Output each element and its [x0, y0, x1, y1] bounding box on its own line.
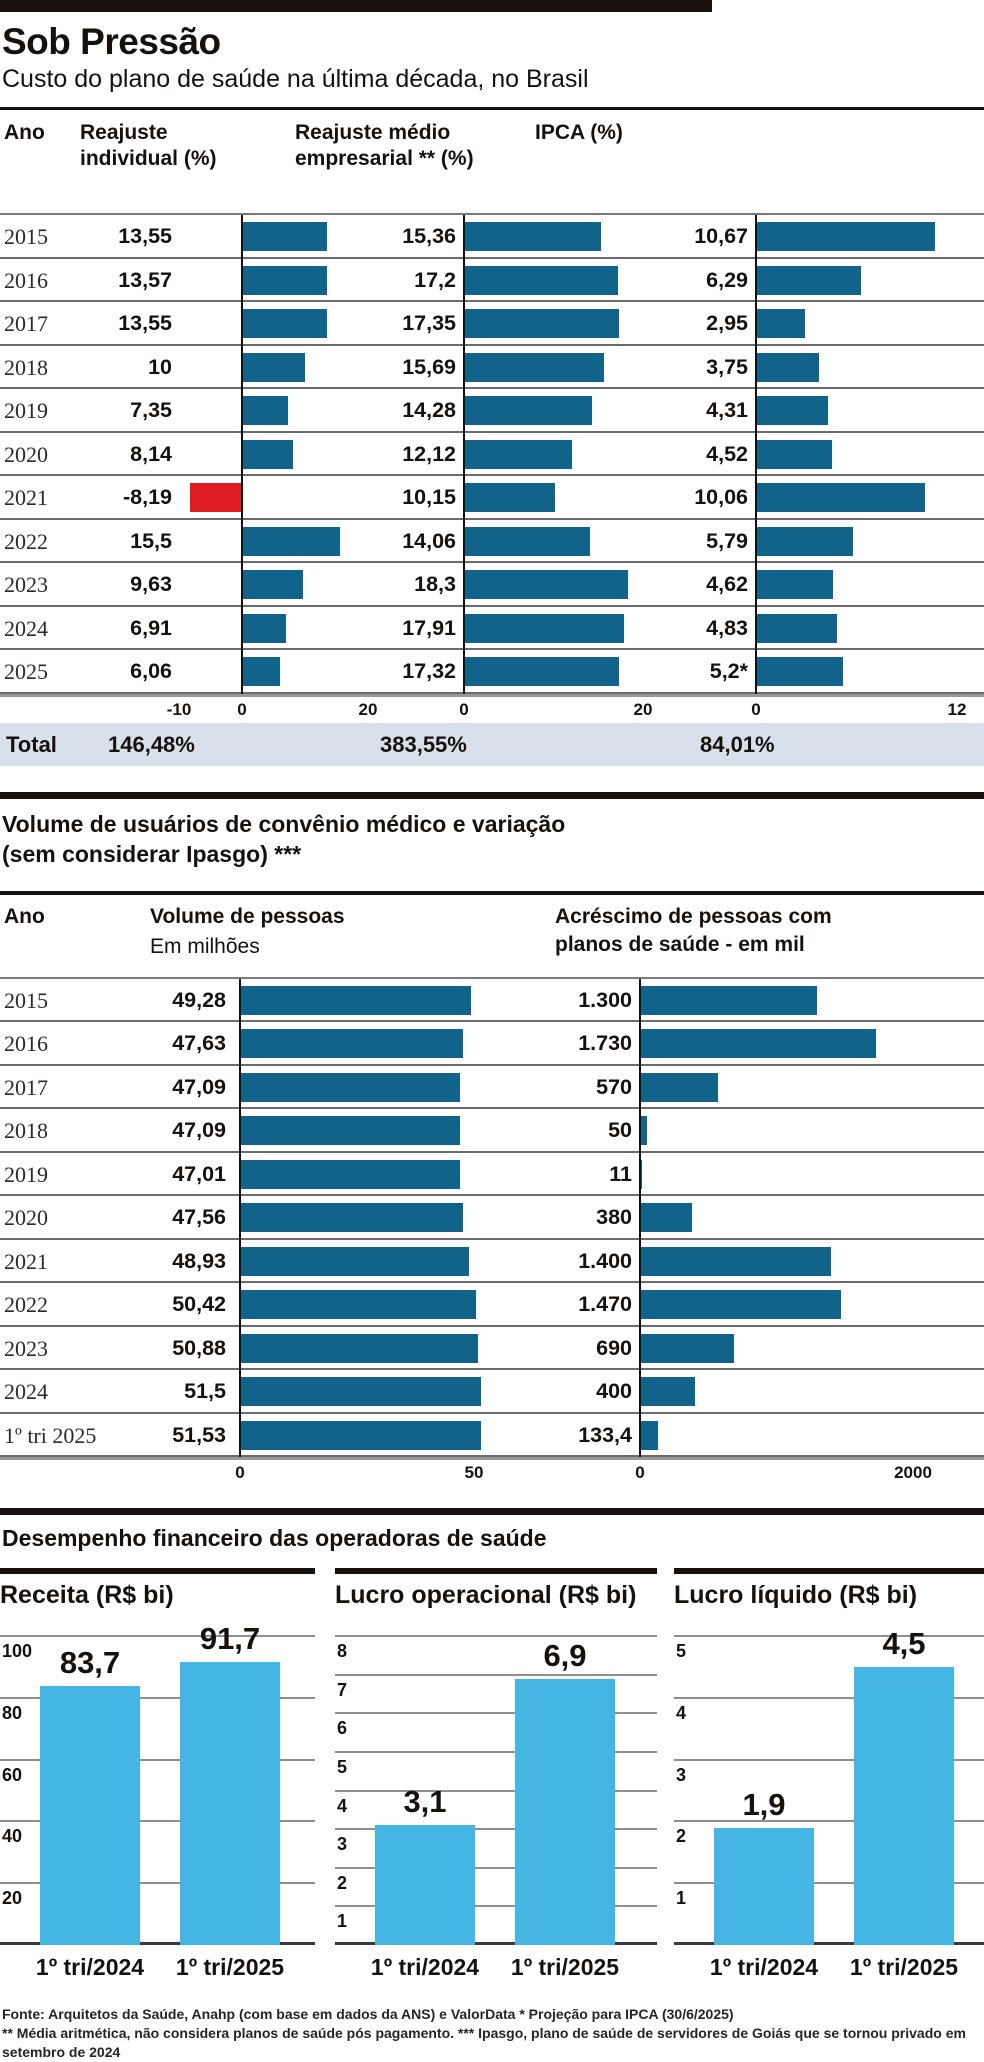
value-label: -8,19: [122, 485, 172, 509]
section2-title-line1: Volume de usuários de convênio médico e variação: [2, 810, 566, 837]
bar: [242, 440, 293, 469]
bar: [756, 614, 837, 643]
value-label: 47,09: [172, 1118, 226, 1142]
table-row: [0, 1109, 984, 1153]
table-row: [0, 346, 984, 390]
bar: [240, 1290, 476, 1319]
table-row: [0, 607, 984, 651]
bar: [756, 570, 833, 599]
year-label: 2019: [4, 1161, 48, 1187]
bar: [640, 1290, 841, 1319]
x-axis-label: 1º tri/2024: [35, 1954, 145, 1980]
bar: [640, 1116, 647, 1145]
x-axis: [0, 1945, 315, 1987]
x-axis-label: 1º tri/2024: [709, 1954, 819, 1980]
axis-tick: 40: [2, 1826, 23, 1847]
table-row: [0, 1240, 984, 1284]
bar: [464, 527, 590, 556]
chart-title: Lucro líquido (R$ bi): [674, 1568, 984, 1610]
axis-tick: 5: [337, 1756, 348, 1777]
table-row: [0, 563, 984, 607]
total-row: [0, 723, 984, 766]
axis-tick: 4: [676, 1702, 687, 1723]
bar-value-label: 3,1: [403, 1784, 447, 1820]
year-label: 2016: [4, 267, 48, 293]
axis-tick: 0: [237, 699, 247, 719]
bar: [242, 657, 280, 686]
axis-line: [639, 979, 641, 1458]
value-label: 13,57: [118, 267, 172, 292]
year-label: 2016: [4, 1031, 48, 1056]
bar: [240, 1421, 481, 1450]
value-label: 47,09: [172, 1074, 226, 1099]
axis-tick: 2: [676, 1826, 687, 1847]
value-label: 4,62: [706, 572, 748, 596]
value-label: 2,95: [706, 311, 748, 335]
bar: [240, 986, 471, 1015]
bar: [240, 1073, 460, 1102]
axis-tick: 20: [358, 699, 378, 719]
axis-tick: 2: [337, 1872, 348, 1893]
value-label: 10: [148, 354, 172, 379]
table-row: [0, 1066, 984, 1110]
value-label: 1.730: [578, 1031, 632, 1055]
bar: [640, 1377, 695, 1406]
bar: [242, 353, 305, 382]
value-label: 4,52: [706, 441, 748, 466]
bar: [464, 440, 572, 469]
value-label: 17,91: [402, 615, 456, 640]
bar: [464, 657, 619, 686]
financial-charts: [0, 1568, 984, 1987]
bar: [240, 1247, 469, 1276]
chart-title: Receita (R$ bi): [0, 1568, 315, 1610]
value-label: 13,55: [118, 311, 172, 335]
value-label: 47,63: [172, 1031, 226, 1055]
column-header-acrescimo: Acréscimo de pessoas com planos de saúde - em mil: [555, 904, 832, 956]
total-label: Total: [6, 731, 57, 757]
bar: [756, 353, 819, 382]
value-label: 10,67: [694, 224, 748, 248]
bar: [464, 483, 555, 512]
bar: [242, 266, 327, 295]
usuarios-rows: [0, 977, 984, 1461]
value-label: 15,36: [402, 224, 456, 248]
x-axis: [335, 1945, 657, 1987]
year-label: 2024: [4, 615, 48, 641]
bar: [240, 1334, 478, 1363]
value-label: 47,56: [172, 1205, 226, 1229]
table-row: [0, 1327, 984, 1371]
value-label: 5,2*: [709, 659, 748, 683]
value-label: 13,55: [118, 224, 172, 248]
value-label: 49,28: [172, 987, 226, 1012]
axis-tick: 0: [235, 1463, 245, 1482]
value-label: 14,06: [402, 528, 456, 553]
axis-tick: 0: [751, 699, 761, 719]
year-label: 2017: [4, 311, 48, 336]
bar: [464, 222, 601, 251]
value-label: 8,14: [130, 441, 172, 466]
bar: [464, 570, 628, 599]
axis-tick: 20: [2, 1888, 23, 1909]
bar: [756, 483, 925, 512]
table-row: [0, 215, 984, 259]
page-title: Sob Pressão: [2, 21, 221, 62]
bar: [515, 1679, 615, 1946]
reajustes-axis: [0, 697, 984, 721]
axis-tick: 3: [337, 1834, 348, 1855]
bar: [756, 396, 828, 425]
bar: [240, 1377, 481, 1406]
value-label: 1.470: [578, 1292, 632, 1316]
value-label: 17,2: [414, 267, 456, 292]
axis-tick: 4: [337, 1795, 348, 1816]
axis-tick: 7: [337, 1679, 348, 1700]
section-divider: [0, 1508, 984, 1515]
bar: [240, 1029, 463, 1058]
value-label: 9,63: [130, 572, 172, 596]
table-row: [0, 1370, 984, 1414]
value-label: 48,93: [172, 1248, 226, 1273]
axis-line: [239, 979, 241, 1458]
value-label: 690: [596, 1335, 632, 1360]
value-label: 50,42: [172, 1292, 226, 1316]
bar: [756, 657, 843, 686]
bar: [854, 1667, 954, 1945]
bar: [240, 1160, 460, 1189]
bar: [640, 1334, 734, 1363]
value-label: 6,91: [130, 615, 172, 640]
table-row: [0, 302, 984, 346]
table-row: [0, 1022, 984, 1066]
year-label: 2024: [4, 1379, 48, 1404]
year-label: 2025: [4, 659, 48, 684]
table-row: [0, 979, 984, 1023]
bar: [756, 266, 861, 295]
column-header-reajuste-individual: Reajuste individual (%): [80, 121, 217, 170]
value-label: 4,83: [706, 615, 748, 640]
axis-line: [241, 215, 243, 694]
bar: [464, 614, 624, 643]
axis-line: [755, 215, 757, 694]
source-line1: Fonte: Arquitetos da Saúde, Anahp (com base em dados da ANS) e ValorData * Projeção para IPCA (30/6/2025): [2, 2006, 734, 2022]
bar: [464, 266, 618, 295]
table-row: [0, 433, 984, 477]
axis-tick: 50: [464, 1463, 484, 1482]
year-label: 2015: [4, 987, 48, 1013]
value-label: 570: [596, 1074, 632, 1099]
axis-tick: 20: [633, 699, 653, 719]
value-label: 18,3: [414, 572, 456, 596]
total-individual: 146,48%: [108, 731, 195, 757]
axis-tick: 1: [337, 1911, 348, 1932]
table-row: [0, 1283, 984, 1327]
total-ipca: 84,01%: [700, 731, 775, 757]
year-label: 2022: [4, 1292, 48, 1317]
axis-tick: 6: [337, 1718, 348, 1739]
bar: [640, 1029, 876, 1058]
page-subtitle: Custo do plano de saúde na última década, no Brasil: [2, 65, 589, 93]
year-label: 2017: [4, 1074, 48, 1100]
column-header-ano: Ano: [4, 904, 45, 928]
bar-value-label: 1,9: [742, 1786, 786, 1822]
axis-tick: 1: [676, 1888, 687, 1909]
bar: [464, 353, 604, 382]
value-label: 12,12: [402, 441, 456, 466]
chart-receita: [0, 1568, 315, 1987]
usuarios-header: [0, 891, 984, 977]
value-label: 15,5: [130, 528, 172, 553]
section3-title: Desempenho financeiro das operadoras de saúde: [2, 1525, 547, 1551]
bar-value-label: 83,7: [59, 1645, 121, 1681]
bar: [40, 1686, 140, 1945]
value-label: 133,4: [578, 1422, 632, 1447]
usuarios-axis: [0, 1460, 984, 1484]
x-axis: [674, 1945, 984, 1987]
plot-area: [0, 1620, 315, 1945]
year-label: 2023: [4, 1335, 48, 1361]
value-label: 15,69: [402, 354, 456, 379]
bar: [242, 396, 288, 425]
bar: [756, 440, 832, 469]
reajustes-header: [0, 107, 984, 213]
reajustes-rows: [0, 213, 984, 697]
source-line2: ** Média aritmética, não considera planos de saúde pós pagamento. *** Ipasgo, plano de saúde de servidores de Goiás que se tornou privado em setembro de 2024: [2, 2025, 966, 2060]
value-label: 7,35: [130, 398, 172, 422]
year-label: 2020: [4, 441, 48, 467]
column-header-ano: Ano: [4, 121, 45, 144]
axis-tick: -10: [166, 699, 192, 719]
year-label: 1º tri 2025: [4, 1422, 97, 1448]
year-label: 2021: [4, 1248, 48, 1274]
plot-area: [335, 1636, 657, 1945]
section-divider: [0, 792, 984, 799]
year-label: 2023: [4, 572, 48, 597]
value-label: 1.300: [578, 987, 632, 1012]
chart-lucro-operacional: [335, 1568, 657, 1987]
x-axis-label: 1º tri/2024: [370, 1954, 480, 1980]
x-axis-label: 1º tri/2025: [510, 1954, 620, 1980]
chart-lucro-liquido: [674, 1568, 984, 1987]
table-row: [0, 259, 984, 303]
bar: [640, 1203, 692, 1232]
year-label: 2021: [4, 485, 48, 510]
axis-tick: 0: [459, 699, 469, 719]
value-label: 5,79: [706, 528, 748, 553]
value-label: 3,75: [706, 354, 748, 379]
value-label: 47,01: [172, 1161, 226, 1186]
bar-value-label: 91,7: [199, 1620, 261, 1656]
value-label: 6,06: [130, 659, 172, 683]
axis-tick: 100: [2, 1641, 33, 1661]
axis-tick: 80: [2, 1702, 23, 1723]
column-header-ipca: IPCA (%): [535, 121, 623, 144]
bar: [756, 222, 935, 251]
x-axis-label: 1º tri/2025: [849, 1954, 959, 1980]
axis-tick: 60: [2, 1764, 23, 1785]
bar: [240, 1116, 460, 1145]
value-label: 11: [609, 1161, 632, 1186]
bar: [464, 396, 592, 425]
table-row: [0, 1153, 984, 1197]
value-label: 1.400: [578, 1248, 632, 1273]
bar: [242, 309, 327, 338]
bar: [640, 1421, 658, 1450]
bar: [242, 614, 286, 643]
table-row: [0, 1196, 984, 1240]
bar-value-label: 6,9: [543, 1637, 587, 1673]
bar: [714, 1828, 814, 1945]
bar: [640, 986, 817, 1015]
value-label: 51,5: [184, 1379, 226, 1403]
bar: [640, 1073, 718, 1102]
value-label: 380: [596, 1205, 632, 1229]
axis-tick: 2000: [894, 1463, 932, 1482]
axis-tick: 12: [947, 699, 967, 719]
table-row: [0, 520, 984, 564]
bar-value-label: 4,5: [882, 1625, 926, 1661]
year-label: 2015: [4, 224, 48, 249]
axis-tick: 8: [337, 1641, 348, 1661]
total-empresarial: 383,55%: [380, 731, 467, 757]
source-note: [0, 2005, 968, 2062]
year-label: 2022: [4, 528, 48, 554]
axis-tick: 3: [676, 1764, 687, 1785]
reajustes-chart: [0, 107, 984, 766]
bar: [640, 1247, 831, 1276]
value-label: 400: [596, 1379, 632, 1403]
bar: [464, 309, 619, 338]
year-label: 2018: [4, 354, 48, 380]
value-label: 50: [608, 1118, 632, 1142]
column-header-reajuste-empresarial: Reajuste médio empresarial ** (%): [295, 121, 474, 170]
gridline: [335, 1674, 657, 1676]
bar: [240, 1203, 463, 1232]
value-label: 6,29: [706, 267, 748, 292]
value-label: 14,28: [402, 398, 456, 422]
section2-title-line2: (sem considerar Ipasgo) ***: [2, 840, 302, 867]
x-axis-label: 1º tri/2025: [175, 1954, 285, 1980]
bar: [190, 483, 242, 512]
table-row: [0, 476, 984, 520]
axis-line: [463, 215, 465, 694]
table-row: [0, 650, 984, 694]
bar: [242, 222, 327, 251]
axis-tick: 5: [676, 1641, 687, 1661]
value-label: 17,32: [402, 659, 456, 683]
value-label: 10,06: [694, 485, 748, 509]
year-label: 2019: [4, 398, 48, 423]
year-label: 2020: [4, 1205, 48, 1230]
table-row: [0, 1414, 984, 1458]
top-rule: [0, 0, 712, 12]
column-subheader-milhoes: Em milhões: [150, 934, 260, 958]
value-label: 10,15: [402, 485, 456, 509]
value-label: 4,31: [706, 398, 748, 422]
bar: [375, 1825, 475, 1945]
value-label: 51,53: [172, 1422, 226, 1447]
plot-area: [674, 1625, 984, 1945]
table-row: [0, 389, 984, 433]
value-label: 17,35: [402, 311, 456, 335]
chart-title: Lucro operacional (R$ bi): [335, 1568, 657, 1610]
bar: [242, 527, 340, 556]
bar: [756, 309, 805, 338]
year-label: 2018: [4, 1118, 48, 1143]
bar: [242, 570, 303, 599]
bar: [756, 527, 853, 556]
axis-tick: 0: [635, 1463, 645, 1482]
column-header-volume: Volume de pessoas: [150, 904, 345, 928]
usuarios-chart: [0, 891, 984, 1485]
value-label: 50,88: [172, 1335, 226, 1360]
bar: [180, 1662, 280, 1945]
